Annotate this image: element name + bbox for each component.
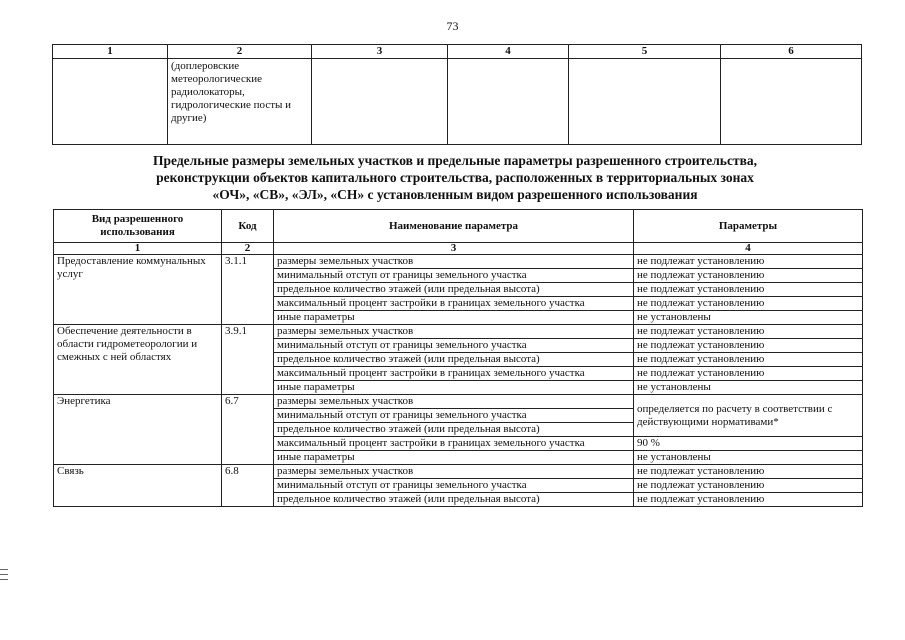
section-title-line: Предельные размеры земельных участков и предельные параметры разрешенного строительства,	[153, 153, 757, 168]
parameter-value-cell: не подлежат установлению	[634, 269, 863, 283]
parameter-name-cell: максимальный процент застройки в границах земельного участка	[274, 297, 634, 311]
parameter-name-cell: предельное количество этажей (или предельная высота)	[274, 353, 634, 367]
parameter-value-cell: не подлежат установлению	[634, 465, 863, 479]
continued-table	[52, 44, 862, 145]
parameters-table	[53, 209, 863, 507]
parameter-value-cell: не подлежат установлению	[634, 339, 863, 353]
parameter-value-cell: не подлежат установлению	[634, 255, 863, 269]
column-number: 3	[312, 45, 448, 59]
header-parameter-name: Наименование параметра	[274, 210, 634, 243]
parameter-name-cell: размеры земельных участков	[274, 255, 634, 269]
section-title-line: реконструкции объектов капитального строительства, расположенных в территориальных зонах	[156, 170, 754, 185]
parameter-value-cell: не подлежат установлению	[634, 297, 863, 311]
table-cell	[53, 59, 168, 145]
parameter-value-cell: не подлежат установлению	[634, 283, 863, 297]
parameter-name-cell: размеры земельных участков	[274, 395, 634, 409]
parameter-name-cell: предельное количество этажей (или предельная высота)	[274, 423, 634, 437]
header-parameters: Параметры	[634, 210, 863, 243]
parameter-value-cell: не установлены	[634, 311, 863, 325]
table-cell	[721, 59, 862, 145]
column-number: 2	[168, 45, 312, 59]
column-number: 4	[448, 45, 569, 59]
header-code: Код	[222, 210, 274, 243]
parameter-name-cell: минимальный отступ от границы земельного участка	[274, 479, 634, 493]
column-number: 3	[274, 243, 634, 255]
table-cell	[569, 59, 721, 145]
table-header-row	[54, 210, 863, 243]
permitted-use-cell: Связь	[54, 465, 222, 507]
continued-table-row	[53, 59, 862, 145]
table-cell: (доплеровские метеорологические радиолокаторы, гидрологические посты и другие)	[168, 59, 312, 145]
column-number: 1	[54, 243, 222, 255]
code-cell: 3.9.1	[222, 325, 274, 395]
parameter-value-cell: не установлены	[634, 451, 863, 465]
table-row	[54, 255, 863, 269]
continued-table-header-row	[53, 45, 862, 59]
section-title-line: «ОЧ», «СВ», «ЭЛ», «СН» с установленным видом разрешенного использования	[212, 187, 698, 202]
parameter-name-cell: размеры земельных участков	[274, 465, 634, 479]
column-number: 2	[222, 243, 274, 255]
code-cell: 6.7	[222, 395, 274, 465]
parameter-value-cell: не подлежат установлению	[634, 353, 863, 367]
parameter-value-cell: не установлены	[634, 381, 863, 395]
code-cell: 6.8	[222, 465, 274, 507]
permitted-use-cell: Предоставление коммунальных услуг	[54, 255, 222, 325]
parameter-name-cell: размеры земельных участков	[274, 325, 634, 339]
column-number: 6	[721, 45, 862, 59]
margin-mark	[0, 569, 8, 570]
parameter-name-cell: максимальный процент застройки в границах земельного участка	[274, 367, 634, 381]
permitted-use-cell: Энергетика	[54, 395, 222, 465]
parameter-name-cell: иные параметры	[274, 381, 634, 395]
section-title	[60, 152, 850, 203]
parameter-value-cell: не подлежат установлению	[634, 493, 863, 507]
table-cell	[312, 59, 448, 145]
parameter-value-cell: не подлежат установлению	[634, 367, 863, 381]
table-cell	[448, 59, 569, 145]
column-number: 1	[53, 45, 168, 59]
parameter-value-cell: не подлежат установлению	[634, 325, 863, 339]
table-row	[54, 395, 863, 409]
column-number: 5	[569, 45, 721, 59]
permitted-use-cell: Обеспечение деятельности в области гидрометеорологии и смежных с ней областях	[54, 325, 222, 395]
column-number: 4	[634, 243, 863, 255]
parameter-name-cell: максимальный процент застройки в границах земельного участка	[274, 437, 634, 451]
parameter-name-cell: минимальный отступ от границы земельного участка	[274, 339, 634, 353]
table-row	[54, 465, 863, 479]
header-permitted-use: Вид разрешенного использования	[54, 210, 222, 243]
margin-mark	[0, 579, 8, 580]
parameter-name-cell: иные параметры	[274, 311, 634, 325]
parameter-name-cell: минимальный отступ от границы земельного участка	[274, 269, 634, 283]
parameter-name-cell: минимальный отступ от границы земельного участка	[274, 409, 634, 423]
page-number: 73	[446, 19, 459, 33]
parameter-name-cell: предельное количество этажей (или предельная высота)	[274, 283, 634, 297]
parameter-value-cell: 90 %	[634, 437, 863, 451]
column-numbers-row	[54, 243, 863, 255]
parameter-name-cell: предельное количество этажей (или предельная высота)	[274, 493, 634, 507]
parameter-value-cell: не подлежат установлению	[634, 479, 863, 493]
table-row	[54, 325, 863, 339]
margin-mark	[0, 574, 8, 575]
parameter-value-merged-cell: определяется по расчету в соответствии с действующими нормативами*	[634, 395, 863, 437]
parameter-name-cell: иные параметры	[274, 451, 634, 465]
code-cell: 3.1.1	[222, 255, 274, 325]
